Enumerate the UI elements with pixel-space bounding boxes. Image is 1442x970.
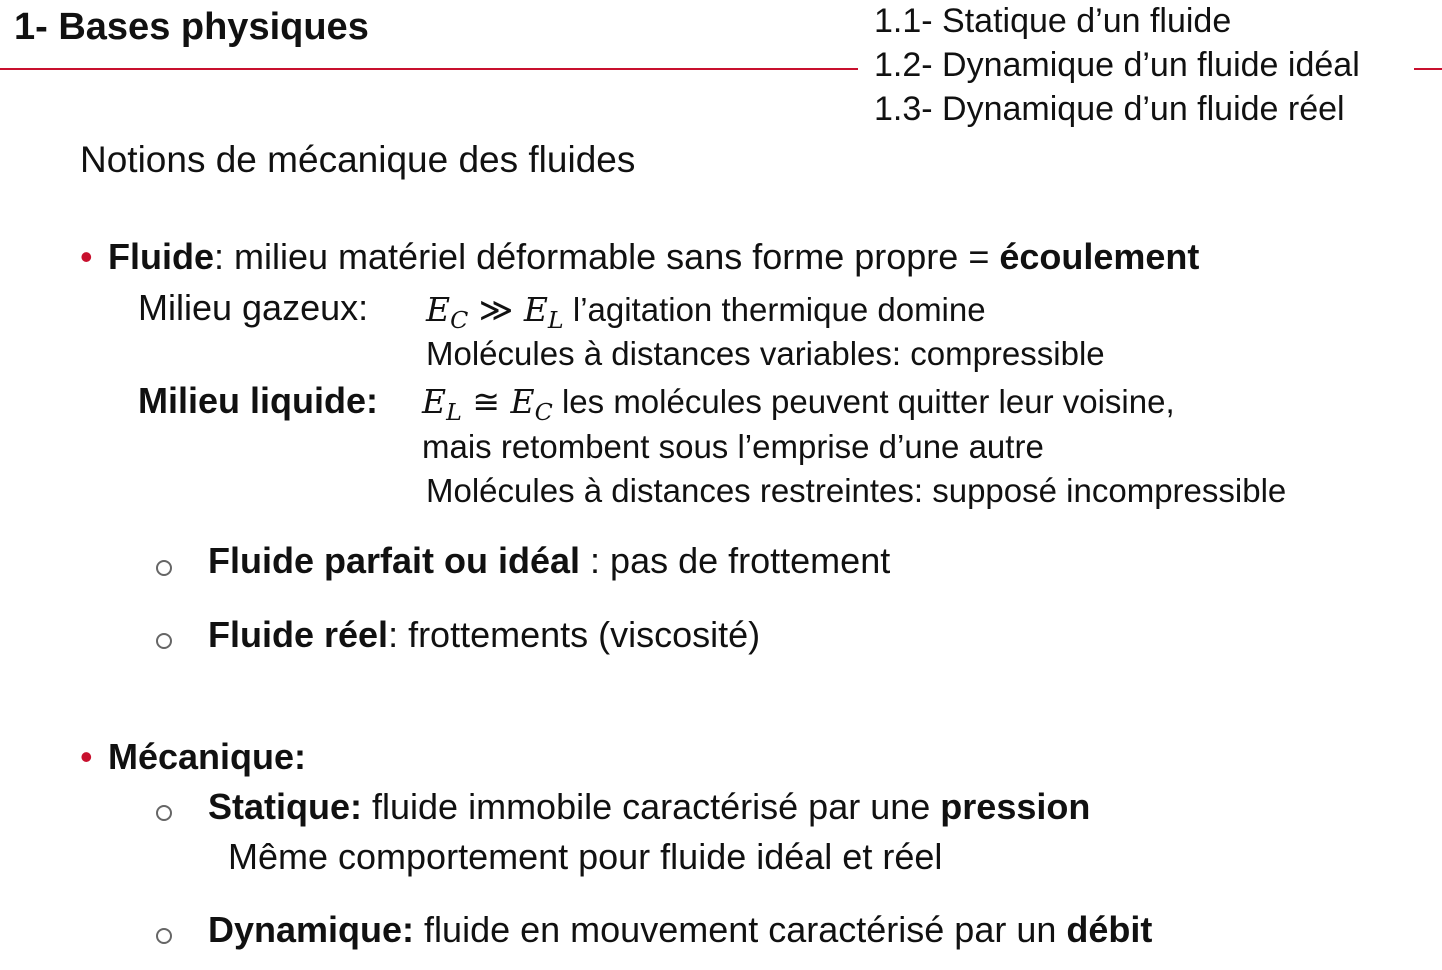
bullet-marker-fluide: • xyxy=(80,236,93,277)
outline-item-3: 1.3- Dynamique d’un fluide réel xyxy=(874,90,1345,128)
fluide-definition xyxy=(108,236,1199,278)
section-subtitle: Notions de mécanique des fluides xyxy=(80,139,636,180)
fluide-type-parfait: Fluide parfait ou idéal : pas de frottement xyxy=(208,540,891,581)
page-title: 1- Bases physiques xyxy=(14,6,369,48)
gaz-line-1: $E_C$ ≫ $E_L$ l’agitation thermique domine xyxy=(426,290,986,335)
circle-bullet-icon xyxy=(156,633,172,649)
bullet-marker-mecanique: • xyxy=(80,736,93,777)
fluide-emphasis: écoulement xyxy=(999,236,1200,277)
gaz-label: Milieu gazeux: xyxy=(138,287,369,328)
gaz-line-2: Molécules à distances variables: compressible xyxy=(426,335,1105,372)
header-divider-right xyxy=(1414,68,1442,70)
header-divider-left xyxy=(0,68,858,70)
dynamique-line: Dynamique: fluide en mouvement caractérisé par un débit xyxy=(208,909,1153,950)
statique-line: Statique: fluide immobile caractérisé par une pression xyxy=(208,786,1091,827)
liquide-line-2: mais retombent sous l’emprise d’une autre xyxy=(422,428,1044,465)
gaz-formula: $E_C$ ≫ $E_L$ xyxy=(426,290,564,335)
circle-bullet-icon xyxy=(156,805,172,821)
circle-bullet-icon xyxy=(156,560,172,576)
statique-line-2: Même comportement pour fluide idéal et réel xyxy=(228,836,943,877)
fluide-definition-text: : milieu matériel déformable sans forme propre = xyxy=(214,236,1000,277)
mecanique-term: Mécanique: xyxy=(108,736,307,777)
liquide-line-1: $E_L$ ≅ $E_C$ les molécules peuvent quitter leur voisine, xyxy=(422,382,1175,427)
fluide-term: Fluide xyxy=(108,236,214,277)
outline-item-2: 1.2- Dynamique d’un fluide idéal xyxy=(874,46,1360,84)
liquide-label: Milieu liquide: xyxy=(138,380,378,421)
outline-item-1: 1.1- Statique d’un fluide xyxy=(874,2,1232,40)
liquide-line-3: Molécules à distances restreintes: supposé incompressible xyxy=(426,472,1287,509)
fluide-type-reel: Fluide réel: frottements (viscosité) xyxy=(208,614,761,655)
circle-bullet-icon xyxy=(156,928,172,944)
liquide-formula: $E_L$ ≅ $E_C$ xyxy=(422,382,553,427)
